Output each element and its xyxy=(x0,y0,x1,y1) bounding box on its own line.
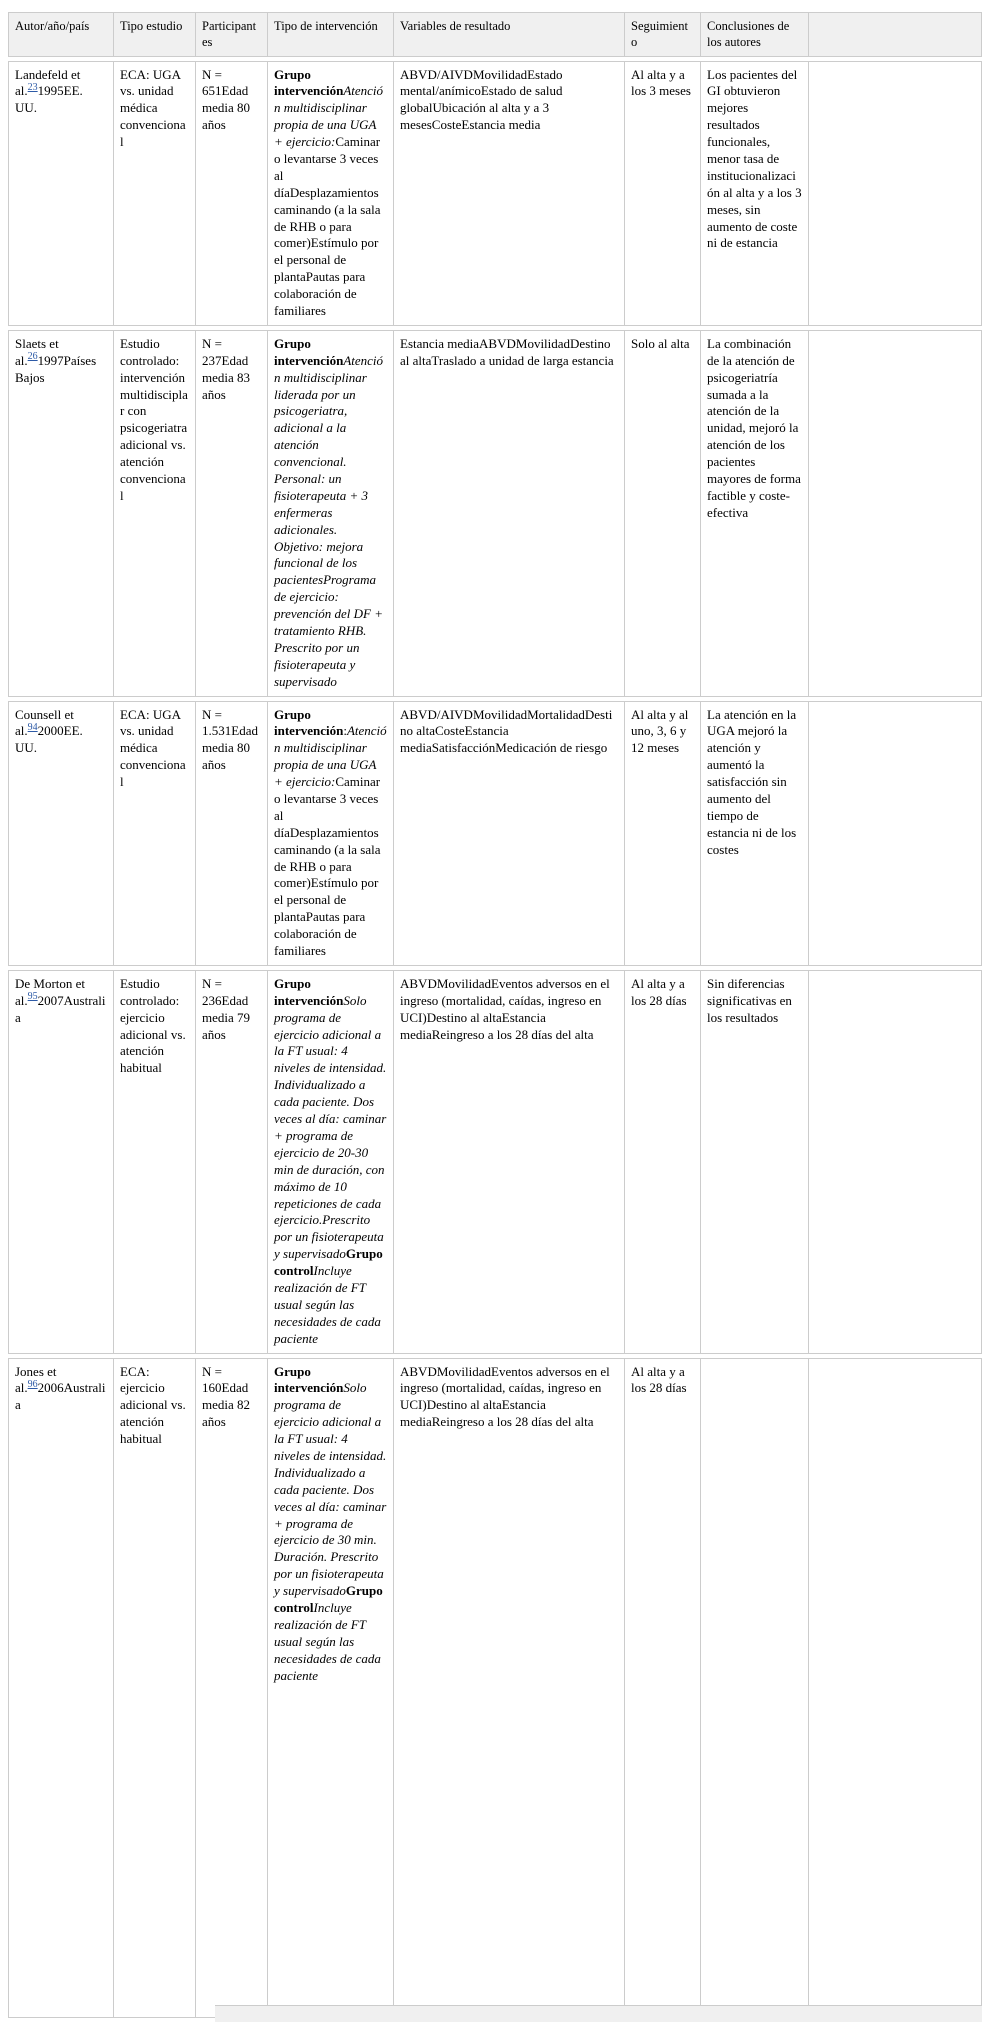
reference-superscript xyxy=(28,350,38,362)
review-table xyxy=(8,8,982,2022)
cell-conclusions: La atención en la UGA mejoró la atención y aumentó la satisfacción sin aumento del tiempo de estancia ni de los costes xyxy=(700,701,808,966)
intervention-segment: Grupo control xyxy=(274,1583,383,1615)
intervention-segment: Grupo intervención xyxy=(274,335,344,368)
column-header-outcome-variables: Variables de resultado xyxy=(393,12,624,57)
cell-follow-up: Solo al alta xyxy=(624,330,700,697)
author-name: Counsell et al. xyxy=(15,706,74,739)
table-body xyxy=(8,61,982,2018)
cell-author xyxy=(8,701,113,966)
cell-study-type: ECA: UGA vs. unidad médica convencional xyxy=(113,61,195,326)
reference-link[interactable]: 23 xyxy=(27,82,38,94)
cell-follow-up: Al alta y a los 28 días xyxy=(624,970,700,1354)
author-name: Landefeld et al. xyxy=(15,66,81,99)
intervention-segment: Grupo intervención xyxy=(274,975,344,1008)
intervention-segment: : xyxy=(343,723,347,739)
participants-n: N = 1.531 xyxy=(202,706,232,739)
intervention-segment: Atención multidisciplinar propia de una UGA + ejercicio: xyxy=(274,723,387,790)
author-name: Slaets et al. xyxy=(15,335,59,368)
cell-outcome-variables: Estancia mediaABVDMovilidadDestino al altaTraslado a unidad de larga estancia xyxy=(393,330,624,697)
cell-conclusions: Sin diferencias significativas en los resultados xyxy=(700,970,808,1354)
reference-link[interactable]: 96 xyxy=(27,1379,38,1391)
column-header-study-type: Tipo estudio xyxy=(113,12,195,57)
cell-filler xyxy=(808,701,982,966)
column-header-filler xyxy=(808,12,982,57)
page xyxy=(8,8,989,2022)
reference-superscript xyxy=(28,721,38,733)
intervention-segment: Caminar o levantarse 3 veces al díaDesplazamientos caminando (a la sala de RHB o para comer)Estímulo por el personal de plantaPautas para colaboración de familiares xyxy=(274,774,381,959)
author-year: 1997 xyxy=(37,352,64,368)
author-year: 2000 xyxy=(37,723,64,739)
intervention-segment: Atención multidisciplinar propia de una UGA + ejercicio: xyxy=(274,83,384,150)
author-year: 2006 xyxy=(37,1380,64,1396)
intervention-segment: Solo programa de ejercicio adicional a la FT usual: 4 niveles de intensidad. Individualizado a cada paciente. Dos veces al día: caminar + programa de ejercicio de 20-30 min de duración, con máximo de 10 repeticiones de cada ejercicio.Prescrito por un fisioterapeuta y supervisado xyxy=(274,992,387,1262)
cell-outcome-variables: ABVDMovilidadEventos adversos en el ingreso (mortalidad, caídas, ingreso en UCI)Destino al altaEstancia mediaReingreso a los 28 días del alta xyxy=(393,1358,624,2018)
cell-outcome-variables: ABVDMovilidadEventos adversos en el ingreso (mortalidad, caídas, ingreso en UCI)Destino al altaEstancia mediaReingreso a los 28 días del alta xyxy=(393,970,624,1354)
column-header-conclusions: Conclusiones de los autores xyxy=(700,12,808,57)
table-row xyxy=(8,970,982,1354)
intervention-segment: Atención multidisciplinar liderada por un psicogeriatra, adicional a la atención convencional. Personal: un fisioterapeuta + 3 enfermeras adicionales. Objetivo: mejora funcional de los pacientesPrograma de ejercicio: prevención del DF + tratamiento RHB. Prescrito por un fisioterapeuta y supervisado xyxy=(274,352,384,689)
table-row xyxy=(8,330,982,697)
participants-n: N = 236 xyxy=(202,975,222,1008)
reference-superscript xyxy=(28,990,38,1002)
participants-age: Edad media 82 años xyxy=(202,1380,251,1430)
participants-n: N = 651 xyxy=(202,66,222,99)
cell-outcome-variables: ABVD/AIVDMovilidadEstado mental/anímicoEstado de salud globalUbicación al alta y a 3 mesesCosteEstancia media xyxy=(393,61,624,326)
participants-n: N = 237 xyxy=(202,335,222,368)
cell-filler xyxy=(808,1358,982,2018)
intervention-segment: Grupo control xyxy=(274,1246,383,1279)
cell-author xyxy=(8,1358,113,2018)
cell-participants xyxy=(195,701,267,966)
column-header-author: Autor/año/país xyxy=(8,12,113,57)
intervention-segment: Grupo intervención xyxy=(274,1363,344,1396)
cell-study-type: ECA: ejercicio adicional vs. atención habitual xyxy=(113,1358,195,2018)
reference-link[interactable]: 94 xyxy=(27,722,38,734)
column-header-follow-up: Seguimiento xyxy=(624,12,700,57)
author-name: De Morton et al. xyxy=(15,975,86,1008)
cell-follow-up: Al alta y a los 28 días xyxy=(624,1358,700,2018)
cell-filler xyxy=(808,330,982,697)
cell-intervention xyxy=(267,701,393,966)
column-header-intervention: Tipo de intervención xyxy=(267,12,393,57)
header-row xyxy=(8,12,982,57)
intervention-segment: Grupo intervención xyxy=(274,706,344,739)
cell-conclusions: La combinación de la atención de psicogeriatría sumada a la atención de la unidad, mejoró la atención de los pacientes mayores de forma factible y coste-efectiva xyxy=(700,330,808,697)
reference-link[interactable]: 26 xyxy=(27,351,38,363)
participants-age: Edad media 80 años xyxy=(202,83,251,133)
cell-conclusions: Los pacientes del GI obtuvieron mejores resultados funcionales, menor tasa de institucionalización al alta y a los 3 meses, sin aumento de coste ni de estancia xyxy=(700,61,808,326)
cell-intervention xyxy=(267,330,393,697)
author-country: Australia xyxy=(15,992,106,1025)
cell-author xyxy=(8,330,113,697)
author-country: Australia xyxy=(15,1380,106,1413)
participants-n: N = 160 xyxy=(202,1363,222,1396)
cell-conclusions xyxy=(700,1358,808,2018)
cell-author xyxy=(8,61,113,326)
reference-link[interactable]: 95 xyxy=(27,991,38,1003)
cell-study-type: ECA: UGA vs. unidad médica convencional xyxy=(113,701,195,966)
author-country: EE. UU. xyxy=(15,83,83,116)
table-row xyxy=(8,61,982,326)
cell-follow-up: Al alta y a los 3 meses xyxy=(624,61,700,326)
intervention-segment: Solo programa de ejercicio adicional a la FT usual: 4 niveles de intensidad. Individualizado a cada paciente. Dos veces al día: caminar + programa de ejercicio de 30 min. Duración. Prescrito por un fisioterapeuta y supervisado xyxy=(274,1380,387,1599)
cell-participants xyxy=(195,330,267,697)
cell-intervention xyxy=(267,970,393,1354)
cell-study-type: Estudio controlado: ejercicio adicional vs. atención habitual xyxy=(113,970,195,1354)
column-header-participants: Participantes xyxy=(195,12,267,57)
table-header xyxy=(8,12,982,57)
intervention-segment: Grupo intervención xyxy=(274,66,344,99)
cell-filler xyxy=(808,61,982,326)
cell-intervention xyxy=(267,1358,393,2018)
author-country: Países Bajos xyxy=(15,352,97,385)
table-row xyxy=(8,1358,982,2018)
cell-participants xyxy=(195,970,267,1354)
reference-superscript xyxy=(28,81,38,93)
intervention-segment: Incluye realización de FT usual según las necesidades de cada paciente xyxy=(274,1599,381,1683)
participants-age: Edad media 83 años xyxy=(202,352,251,402)
cell-follow-up: Al alta y al uno, 3, 6 y 12 meses xyxy=(624,701,700,966)
cell-author xyxy=(8,970,113,1354)
table-row xyxy=(8,701,982,966)
cell-filler xyxy=(808,970,982,1354)
cell-participants xyxy=(195,61,267,326)
participants-age: Edad media 80 años xyxy=(202,723,258,773)
cell-study-type: Estudio controlado: intervención multidisciplar con psicogeriatra adicional vs. atención convencional xyxy=(113,330,195,697)
reference-superscript xyxy=(28,1378,38,1390)
cell-intervention xyxy=(267,61,393,326)
intervention-segment: Caminar o levantarse 3 veces al díaDesplazamientos caminando (a la sala de RHB o para comer)Estímulo por el personal de plantaPautas para colaboración de familiares xyxy=(274,134,381,318)
cell-participants xyxy=(195,1358,267,2018)
author-year: 1995 xyxy=(37,83,64,99)
author-country: EE. UU. xyxy=(15,723,83,756)
cell-outcome-variables: ABVD/AIVDMovilidadMortalidadDestino altaCosteEstancia mediaSatisfacciónMedicación de riesgo xyxy=(393,701,624,966)
author-year: 2007 xyxy=(37,992,64,1008)
participants-age: Edad media 79 años xyxy=(202,992,251,1042)
intervention-segment: Incluye realización de FT usual según las necesidades de cada paciente xyxy=(274,1263,381,1346)
author-name: Jones et al. xyxy=(15,1363,57,1396)
next-table-header-partial xyxy=(215,2005,982,2022)
